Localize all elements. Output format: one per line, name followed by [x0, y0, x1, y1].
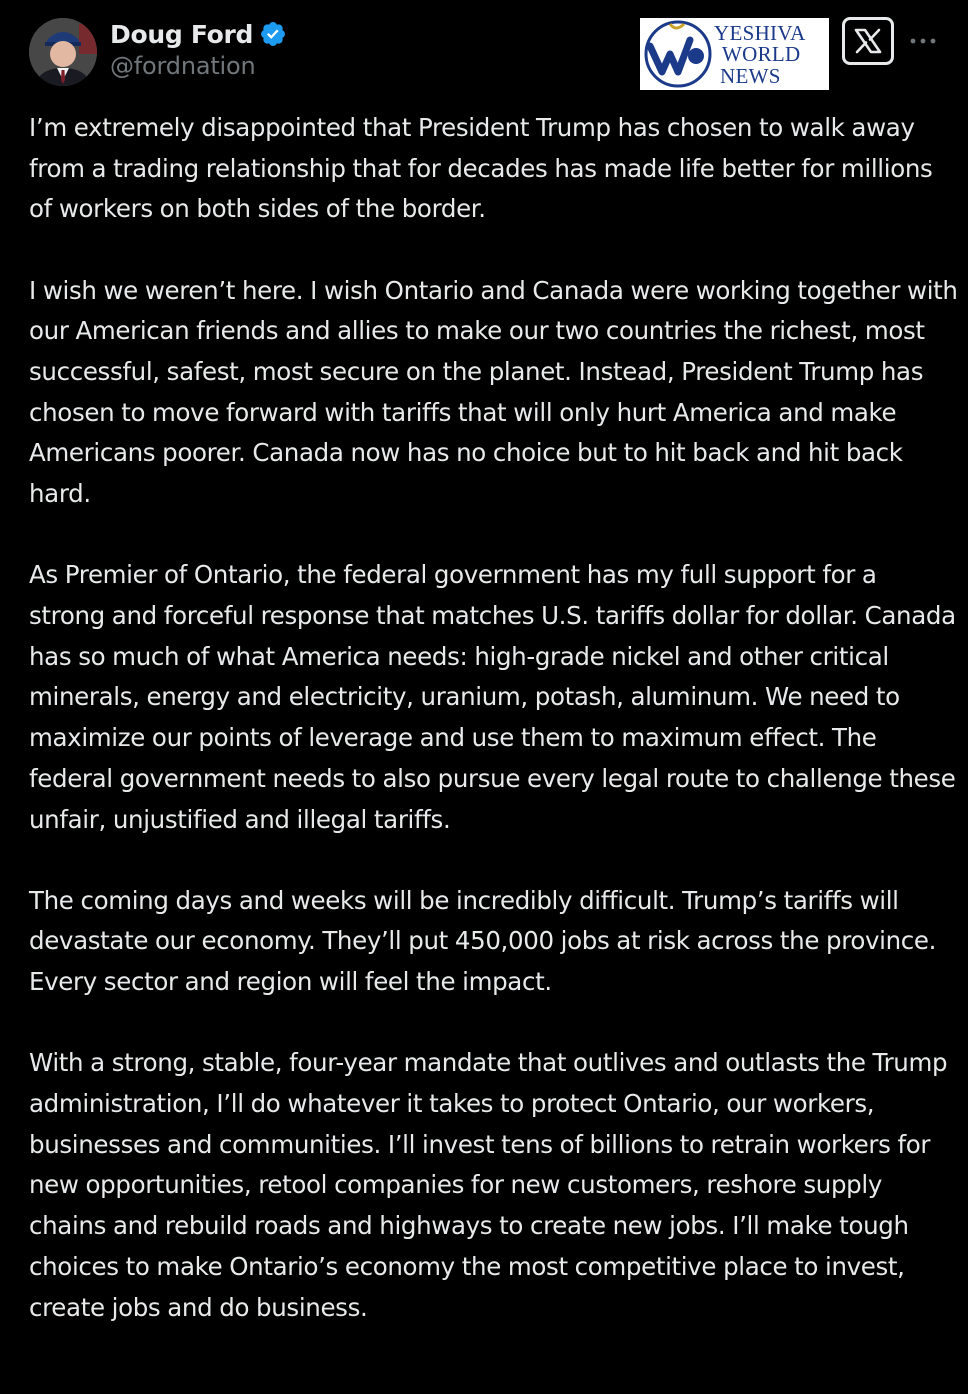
display-name[interactable]: Doug Ford	[110, 19, 254, 49]
post-header	[0, 0, 968, 110]
post-paragraph-1: I’m extremely disappointed that President Trump has chosen to walk away from a trading relationship that for decades has made life better for millions of workers on both sides of the border.	[29, 113, 933, 224]
watermark-line-1: YESHIVA	[714, 21, 806, 45]
post-text	[29, 108, 959, 1369]
verified-badge-icon[interactable]	[259, 20, 287, 48]
author-info	[110, 16, 287, 80]
handle[interactable]: @fordnation	[110, 52, 256, 80]
watermark-line-3: NEWS	[720, 64, 781, 88]
post-paragraph-5: With a strong, stable, four-year mandate that outlives and outlasts the Trump administration, I’ll do whatever it takes to protect Ontario, our workers, businesses and communities. I’ll invest tens of billions to retrain workers for new opportunities, retool companies for new customers, reshore supply chains and rebuild roads and highways to create new jobs. I’ll make tough choices to make Ontario’s economy the most competitive place to invest, create jobs and do business.	[29, 1048, 948, 1322]
profile-photo	[29, 18, 97, 86]
post-paragraph-2: I wish we weren’t here. I wish Ontario and Canada were working together with our American friends and allies to make our two countries the richest, most successful, safest, most secure on the planet. Instead, President Trump has chosen to move forward with tariffs that will only hurt America and make Americans poorer. Canada now has no choice but to hit back and hit back hard.	[29, 275, 958, 509]
post-paragraph-3: As Premier of Ontario, the federal government has my full support for a strong and forceful response that matches U.S. tariffs dollar for dollar. Canada has so much of what America needs: high-grade nickel and other critical minerals, energy and electricity, uranium, potash, aluminum. We need to maximize our points of leverage and use them to maximum effect. The federal government needs to also pursue every legal route to challenge these unfair, unjustified and illegal tariffs.	[29, 560, 956, 834]
x-logo-icon	[853, 27, 883, 55]
display-name-row	[110, 16, 287, 52]
avatar[interactable]	[29, 18, 97, 86]
x-logo-button[interactable]	[842, 17, 894, 65]
yeshiva-world-news-logo	[640, 18, 829, 90]
post-paragraph-4: The coming days and weeks will be incredibly difficult. Trump’s tariffs will devastate our economy. They’ll put 450,000 jobs at risk across the province. Every sector and region will feel the impact.	[29, 885, 937, 997]
more-options-icon	[910, 37, 936, 45]
more-options-button[interactable]	[908, 26, 938, 56]
watermark-line-2: WORLD	[722, 42, 801, 66]
